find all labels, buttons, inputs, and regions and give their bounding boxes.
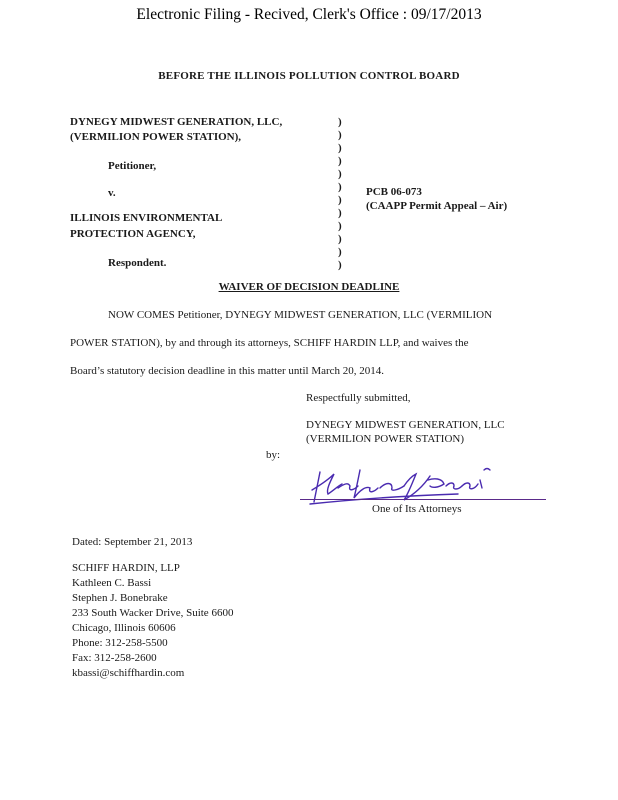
caption-paren: ) <box>338 155 342 167</box>
signature-line <box>300 499 546 500</box>
fax-number: Fax: 312-258-2600 <box>72 652 157 664</box>
caption-paren: ) <box>338 233 342 245</box>
respondent-name-line-1: ILLINOIS ENVIRONMENTAL <box>70 212 223 224</box>
respondent-label: Respondent. <box>108 257 167 269</box>
caption-paren: ) <box>338 181 342 193</box>
caption-paren: ) <box>338 142 342 154</box>
address-line-1: 233 South Wacker Drive, Suite 6600 <box>72 607 234 619</box>
petitioner-label: Petitioner, <box>108 160 157 172</box>
caption-paren: ) <box>338 194 342 206</box>
dated-line: Dated: September 21, 2013 <box>72 536 193 548</box>
address-line-2: Chicago, Illinois 60606 <box>72 622 176 634</box>
filing-stamp: Electronic Filing - Recived, Clerk's Office : 09/17/2013 <box>136 6 482 23</box>
caption-paren: ) <box>338 129 342 141</box>
signatory-party-line-1: DYNEGY MIDWEST GENERATION, LLC <box>306 419 505 431</box>
body-line-3: Board’s statutory decision deadline in this matter until March 20, 2014. <box>70 365 385 377</box>
respondent-name-line-2: PROTECTION AGENCY, <box>70 228 196 240</box>
versus-label: v. <box>108 187 116 199</box>
caption-paren: ) <box>338 168 342 180</box>
body-line-1: NOW COMES Petitioner, DYNEGY MIDWEST GENERATION, LLC (VERMILION <box>108 309 493 321</box>
petitioner-name-line-2: (VERMILION POWER STATION), <box>70 131 242 143</box>
caption-paren: ) <box>338 116 342 128</box>
petitioner-name-line-1: DYNEGY MIDWEST GENERATION, LLC, <box>70 116 283 128</box>
body-line-2: POWER STATION), by and through its attorneys, SCHIFF HARDIN LLP, and waives the <box>70 337 469 349</box>
email-address: kbassi@schiffhardin.com <box>72 667 185 679</box>
court-heading: BEFORE THE ILLINOIS POLLUTION CONTROL BOARD <box>158 70 460 82</box>
signatory-role: One of Its Attorneys <box>372 503 462 515</box>
phone-number: Phone: 312-258-5500 <box>72 637 168 649</box>
attorney-name-2: Stephen J. Bonebrake <box>72 592 168 604</box>
by-label: by: <box>266 449 281 461</box>
caption-paren: ) <box>338 220 342 232</box>
attorney-name-1: Kathleen C. Bassi <box>72 577 152 589</box>
caption-paren: ) <box>338 246 342 258</box>
caption-paren: ) <box>338 207 342 219</box>
closing: Respectfully submitted, <box>306 392 411 404</box>
case-number: PCB 06-073 <box>366 186 422 198</box>
signatory-party-line-2: (VERMILION POWER STATION) <box>306 433 464 445</box>
firm-name: SCHIFF HARDIN, LLP <box>72 562 180 574</box>
case-type: (CAAPP Permit Appeal – Air) <box>366 200 508 212</box>
caption-paren: ) <box>338 259 342 271</box>
document-title: WAIVER OF DECISION DEADLINE <box>218 281 400 293</box>
